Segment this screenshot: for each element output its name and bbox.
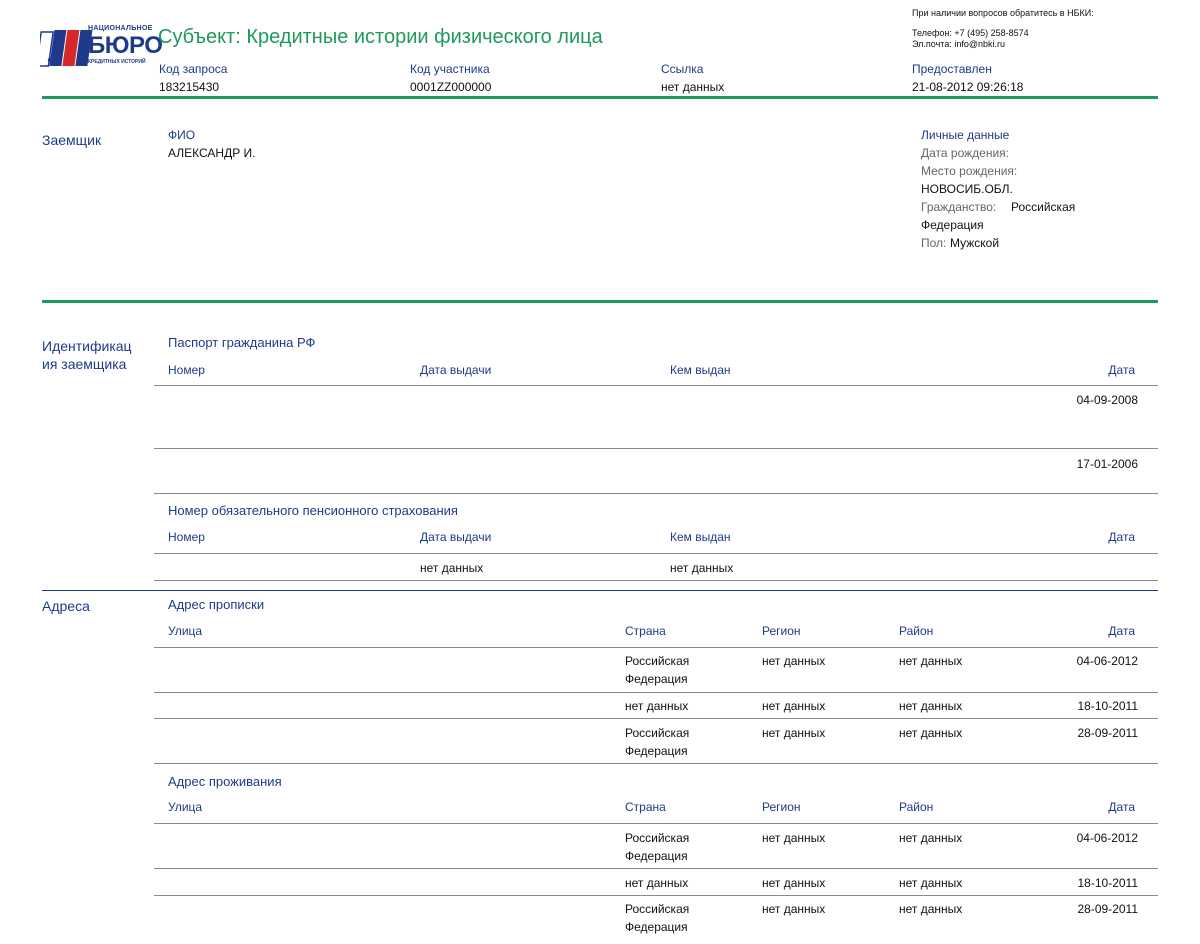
reg-row-2-district: нет данных bbox=[899, 699, 963, 713]
pension-issued-by-value: нет данных bbox=[670, 561, 734, 575]
fio-value: АЛЕКСАНДР И. bbox=[168, 146, 256, 160]
res-row-2-country: нет данных bbox=[625, 876, 689, 890]
reg-col-street: Улица bbox=[168, 624, 203, 638]
citizenship-value-cont: Федерация bbox=[921, 218, 984, 232]
reg-row-1-country-cont: Федерация bbox=[625, 672, 688, 686]
reg-row-3-district: нет данных bbox=[899, 726, 963, 740]
res-row-2-region: нет данных bbox=[762, 876, 826, 890]
residence-title: Адрес проживания bbox=[168, 774, 282, 789]
pension-issue-date-value: нет данных bbox=[420, 561, 484, 575]
identification-section-title-1: Идентификац bbox=[42, 338, 132, 354]
reg-row-2-date: 18-10-2011 bbox=[1077, 699, 1138, 713]
passport-row-1-date: 04-09-2008 bbox=[1076, 393, 1138, 407]
request-code-label: Код запроса bbox=[159, 62, 228, 76]
gender-value: Мужской bbox=[950, 236, 1000, 250]
reference-label: Ссылка bbox=[661, 62, 704, 76]
reg-col-date: Дата bbox=[1108, 624, 1135, 638]
personal-data-title: Личные данные bbox=[921, 128, 1010, 142]
res-row-2-line bbox=[154, 895, 1158, 896]
reg-col-region: Регион bbox=[762, 624, 801, 638]
reg-row-3-region: нет данных bbox=[762, 726, 826, 740]
passport-row-1-line bbox=[154, 448, 1158, 449]
reg-row-2-country: нет данных bbox=[625, 699, 689, 713]
identification-section-title-2: ия заемщика bbox=[42, 356, 127, 372]
reg-row-1-country: Российская bbox=[625, 654, 690, 668]
reg-row-3-country-cont: Федерация bbox=[625, 744, 688, 758]
res-row-1-line bbox=[154, 868, 1158, 869]
reference-value: нет данных bbox=[661, 80, 725, 94]
addresses-section-title: Адреса bbox=[42, 598, 90, 614]
logo-top-text: НАЦИОНАЛЬНОЕ bbox=[88, 25, 153, 32]
reg-col-district: Район bbox=[899, 624, 934, 638]
res-row-3-country-cont: Федерация bbox=[625, 920, 688, 934]
reg-row-3-date: 28-09-2011 bbox=[1077, 726, 1138, 740]
citizenship-value: Российская bbox=[1011, 200, 1076, 214]
identification-divider bbox=[42, 590, 1158, 591]
res-row-3-country: Российская bbox=[625, 902, 690, 916]
gender-label: Пол: bbox=[921, 236, 947, 250]
res-col-region: Регион bbox=[762, 800, 801, 814]
passport-row-2-date: 17-01-2006 bbox=[1076, 457, 1138, 471]
logo-main-text: БЮРО bbox=[88, 32, 163, 59]
provided-value: 21-08-2012 09:26:18 bbox=[912, 80, 1024, 94]
res-col-district: Район bbox=[899, 800, 934, 814]
citizenship-label: Гражданство: bbox=[921, 200, 997, 214]
reg-col-country: Страна bbox=[625, 624, 666, 638]
passport-title: Паспорт гражданина РФ bbox=[168, 335, 316, 350]
logo bbox=[40, 22, 163, 68]
res-row-2-district: нет данных bbox=[899, 876, 963, 890]
reg-row-3-country: Российская bbox=[625, 726, 690, 740]
passport-row-2-line bbox=[154, 493, 1158, 494]
passport-col-issue-date: Дата выдачи bbox=[420, 363, 492, 377]
pension-col-issue-date: Дата выдачи bbox=[420, 530, 492, 544]
reg-row-1-district: нет данных bbox=[899, 654, 963, 668]
res-row-3-district: нет данных bbox=[899, 902, 963, 916]
res-col-country: Страна bbox=[625, 800, 666, 814]
res-row-3-region: нет данных bbox=[762, 902, 826, 916]
provided-label: Предоставлен bbox=[912, 62, 992, 76]
passport-header-line bbox=[154, 385, 1158, 386]
reg-row-1-region: нет данных bbox=[762, 654, 826, 668]
reg-row-1-date: 04-06-2012 bbox=[1076, 654, 1138, 668]
member-code-label: Код участника bbox=[410, 62, 490, 76]
contact-info-line: При наличии вопросов обратитесь в НБКИ: bbox=[912, 8, 1094, 18]
page-title: Субъект: Кредитные истории физического лица bbox=[158, 26, 603, 48]
passport-col-date: Дата bbox=[1108, 363, 1135, 377]
request-code-value: 183215430 bbox=[159, 80, 220, 94]
res-row-1-country: Российская bbox=[625, 831, 690, 845]
contact-email: Эл.почта: info@nbki.ru bbox=[912, 39, 1005, 49]
pension-row-line bbox=[154, 580, 1158, 581]
pension-header-line bbox=[154, 553, 1158, 554]
reg-row-1-line bbox=[154, 692, 1158, 693]
res-row-1-region: нет данных bbox=[762, 831, 826, 845]
res-header-line bbox=[154, 823, 1158, 824]
birth-date-label: Дата рождения: bbox=[921, 146, 1009, 160]
res-row-1-district: нет данных bbox=[899, 831, 963, 845]
registration-title: Адрес прописки bbox=[168, 597, 265, 612]
borrower-divider bbox=[42, 300, 1158, 303]
borrower-section-title: Заемщик bbox=[42, 132, 102, 148]
reg-row-2-line bbox=[154, 718, 1158, 719]
res-row-1-country-cont: Федерация bbox=[625, 849, 688, 863]
birth-place-label: Место рождения: bbox=[921, 164, 1018, 178]
reg-row-3-line bbox=[154, 763, 1158, 764]
header-divider bbox=[42, 96, 1158, 99]
pension-col-number: Номер bbox=[168, 530, 205, 544]
pension-col-date: Дата bbox=[1108, 530, 1135, 544]
fio-label: ФИО bbox=[168, 128, 196, 142]
pension-col-issued-by: Кем выдан bbox=[670, 530, 731, 544]
contact-phone: Телефон: +7 (495) 258-8574 bbox=[912, 28, 1029, 38]
res-row-1-date: 04-06-2012 bbox=[1076, 831, 1138, 845]
res-row-3-date: 28-09-2011 bbox=[1077, 902, 1138, 916]
reg-row-2-region: нет данных bbox=[762, 699, 826, 713]
member-code-value: 0001ZZ000000 bbox=[410, 80, 492, 94]
pension-title: Номер обязательного пенсионного страхования bbox=[168, 503, 458, 518]
res-col-date: Дата bbox=[1108, 800, 1135, 814]
res-row-2-date: 18-10-2011 bbox=[1077, 876, 1138, 890]
passport-col-number: Номер bbox=[168, 363, 205, 377]
birth-place-value: НОВОСИБ.ОБЛ. bbox=[921, 182, 1013, 196]
passport-col-issued-by: Кем выдан bbox=[670, 363, 731, 377]
res-col-street: Улица bbox=[168, 800, 203, 814]
logo-bottom-text: КРЕДИТНЫХ ИСТОРИЙ bbox=[88, 59, 146, 65]
reg-header-line bbox=[154, 647, 1158, 648]
